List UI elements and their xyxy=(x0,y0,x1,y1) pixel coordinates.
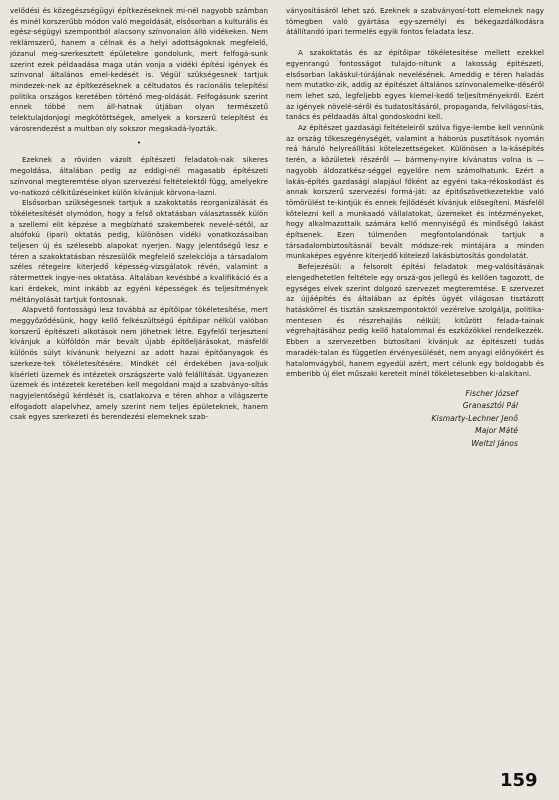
section-divider: • xyxy=(136,139,142,148)
paragraph: Elsősorban szükségesnek tartjuk a szakoktatás reorganizálását és tökéletesítését olymódon, hogy a felső oktatásban választassék külön a szellemi elit képzése a megbízható szakemberek nevelé-sétől, az alsófokú (ipari) oktatás pedig, különösen vidéki vonatkozásaiban teljesen új és szélesebb alapokat nyerjen. Nagy jelentőségű lesz e téren a szakoktatásban részesülők megfelelő szelekciója a társadalom széles rétegeire kiterjedő képesség-vizsgálatok révén, valamint a rátermettek ingye-nes oktatása. Általában kevésbbé a kvalifikáció és a kari érdekek, mint inkább az egyéni képességek és teljesítmények méltányolását tartjuk fontosnak. xyxy=(10,198,268,304)
signatories xyxy=(286,388,544,450)
signatory-name: Fischer József xyxy=(465,388,518,398)
signatory-name: Granasztói Pál xyxy=(462,401,518,411)
paragraph: velődési és közegészségügyi építkezéseknek mi-nél nagyobb számban és minél korszerűbb módon való megoldását, elsősorban a kulturális és egész-ségügyi szempontból alacsony színvonalon álló vidékeken. Nem reklámszerű, hanem a célnak és a helyi adottságoknak megfelelő, józanul meg-szerkesztett épületekre gondolunk, mert felfogá-sunk szerint ezek példaadása maga után vonja a vidéki építési igények és színvonal általános emel-kedését is. Végül szükségesnek tartjuk mindezek-nek az építkezéseknek a céltudatos és racionális telepítési politika országos keretében történő meg-oldását. Felfogásunk szerint ennek többé nem áll-hatnak útjában olyan természetű telektulajdonjogi megkötöttségek, amelyek a korszerű telepítést és városrendezést a multban oly sokszor megakadá-lyozták. xyxy=(10,6,268,133)
page-number: 159 xyxy=(500,770,538,791)
signatory-name: Kismarty-Lechner Jenő xyxy=(431,413,518,423)
paragraph: Befejezésül: a felsorolt építési feladatok meg-valósításának elengedhetetlen feltétele egy orszá-gos jellegű és kellően tagozott, de egységes elvek szerint dolgozó szervezet megteremtése. E szervezet az újjáépítés és általában az építés ügyét világosan tisztázott hatáskörrel és tisztán szakszempontoktól vezérelve szolgálja, politika-mentesen és részrehajlás nélkül; kitűzött felada-tainak végrehajtásához pedig kellő hatalommal és eszközökkel rendelkezzék. Ebben a szervezetben biztosítani kívánjuk az építészeti tudás maradék-talan és független érvényesülését, nem anyagi előnyökért és hatalomvágyból, hanem egyedül azért, mert célunk egy boldogabb és emberibb új élet műszaki kereteit minél tökéletesebben ki-alakítani. xyxy=(286,262,544,379)
paragraph: A szakoktatás és az építőipar tökéletesítése mellett ezekkel egyenrangú fontosságot tulajdo-nítunk a lakosság építészeti, elsősorban lakáskul-túrájának nevelésének. Ameddig e téren haladás nem mutatko-zik, addig az építészet általános színvonalemelke-déséről nem lehet szó, legfeljebb egyes kiemel-kedő teljesítményekről. Ezért az igények növelé-séről és tudatosításáról, propaganda, felvilágosí-tás, tanács és példaadás által gondoskodni kell. xyxy=(286,48,544,122)
paragraph: Az építészet gazdasági feltételeiről szólva figye-lembe kell vennünk az ország tőkeszegénységét, valamint a háborús pusztítások nyomán reá háruló helyreállítási kötelezettségeket. Különösen a la-kásépítés terén, a közületek részéről — bármeny-nyire kívánatos volna is — nagyobb áldozatkész-séggel egyelőre nem számolhatunk. Ezért a lakás-építés gazdasági alapjául főként az egyéni taka-rékoskodást és annak korszerű szervezési formá-ját: az építőszövetkezetekbe való tömörülést te-kintjük és ennek fejlődését kívánjuk elősegíteni. Másfelől kötelezni kell a munkaadó vállalatokat, üzemeket és intézményeket, hogy alkalmazottaik számára kellő mennyiségű és minőségű lakást építsenek. Ezen túlmenően megfontolandónak tartjuk a társadalombiztosításnál bevált módsze-rek mintájára a minden munkaképes egyénre kiterjedő kötelező lakásbiztosítás gondolatát. xyxy=(286,123,544,261)
paragraph: ványosításáról lehet szó. Ezeknek a szabványosí-tott elemeknek nagy tömegben való gyártása egy-személyi és békegazdálkodásra átállítandó ipari termelés egyik fontos feladata lesz. xyxy=(286,6,544,37)
left-column xyxy=(10,6,268,423)
paragraph: Ezeknek a röviden vázolt építészeti feladatok-nak sikeres megoldása, általában pedig az eddigi-nél magasabb építészeti színvonal megteremtése olyan szervezési feltételektől függ, amelyekre vo-natkozó célkitűzéseinket külön kívánjuk körvona-lazni. xyxy=(10,155,268,197)
signatory-name: Weltzl János xyxy=(471,438,518,448)
signatory-name: Major Máté xyxy=(475,426,518,436)
right-column xyxy=(286,6,544,450)
paragraph: Alapvető fontosságú lesz továbbá az építőipar tökéletesítése, mert meggyőződésünk, hogy kellő felkészültségű építőipar nélkül valóban korszerű építészeti alkotások nem jöhetnek létre. Egyfelől terjeszteni kívánjuk a külföldön már bevált újabb építőeljárásokat, másfelől különös súlyt kívánunk helyezni az adott hazai építőanyagok és szerkeze-tek tökéletesítésére. Mindkét cél érdekében java-soljuk kísérleti üzemek és intézetek országszerte való felállítását. Ugyanezen üzemek és intézetek keretében kell megoldani majd a szabványo-sítás nagyjelentőségű kérdését is, csatlakozva e téren ahhoz a világszerte elfogadott alapelvhez, amely szerint nem teljes épületeknek, hanem csak egyes szerkezeti és berendezési elemeknek szab- xyxy=(10,305,268,422)
